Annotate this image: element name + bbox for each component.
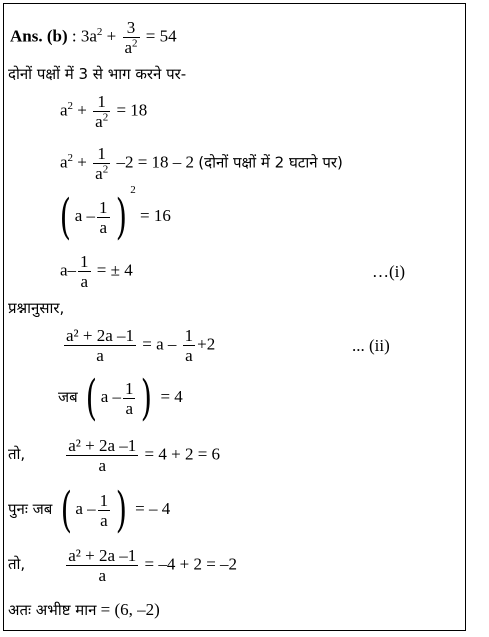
denominator: a bbox=[98, 566, 107, 585]
equation-line bbox=[60, 92, 147, 131]
eq-part: = (6, –2) bbox=[100, 600, 160, 619]
eq-part: a – bbox=[75, 498, 96, 518]
hindi-note: (दोनों पक्षों में 2 घटाने पर) bbox=[198, 153, 343, 172]
equation-ref: ... (ii) bbox=[352, 336, 390, 355]
numerator: 1 bbox=[124, 378, 134, 398]
numerator: 3 bbox=[123, 18, 140, 38]
hindi-line: दोनों पक्षों में 3 से भाग करने पर- bbox=[8, 65, 187, 83]
fraction bbox=[66, 436, 138, 475]
equation-line bbox=[60, 144, 343, 183]
eq-part: = 4 bbox=[160, 386, 183, 406]
hindi-word: तो, bbox=[8, 445, 26, 464]
left-paren: ( bbox=[60, 482, 72, 538]
right-paren: ) bbox=[115, 482, 128, 538]
fraction bbox=[78, 252, 91, 291]
eq-part: +2 bbox=[197, 334, 216, 354]
numerator: a² + 2a –1 bbox=[68, 436, 137, 455]
numerator: 1 bbox=[93, 92, 110, 112]
numerator: 1 bbox=[80, 252, 89, 271]
denominator: a bbox=[96, 346, 104, 365]
equation-line bbox=[56, 184, 171, 246]
eq-part: = ± 4 bbox=[96, 260, 133, 280]
denominator: a bbox=[80, 272, 89, 291]
hindi-phrase: अतः अभीष्ट मान bbox=[8, 601, 97, 619]
equation-line bbox=[60, 252, 460, 291]
eq-part: a– bbox=[60, 260, 77, 280]
hindi-line: प्रश्नानुसार, bbox=[8, 299, 65, 317]
left-paren: ( bbox=[85, 370, 97, 426]
fraction bbox=[93, 92, 110, 131]
eq-part: –2 = 18 – 2 bbox=[116, 152, 195, 172]
exponent: 2 bbox=[67, 151, 74, 164]
denominator: a bbox=[99, 217, 108, 237]
eq-part: = – 4 bbox=[135, 498, 171, 518]
eq-part: + bbox=[102, 26, 117, 46]
denominator: $a^2$ bbox=[95, 111, 109, 131]
numerator: 1 bbox=[99, 197, 108, 217]
right-paren: ) bbox=[141, 370, 153, 426]
equation-line bbox=[8, 546, 237, 585]
fraction bbox=[66, 546, 138, 585]
denominator: a bbox=[100, 510, 108, 530]
exponent: 2 bbox=[67, 99, 74, 112]
answer-label: Ans. (b) bbox=[10, 26, 68, 46]
eq-part: = –4 + 2 = –2 bbox=[144, 554, 238, 574]
equation-line bbox=[8, 482, 171, 538]
numerator: a² + 2a –1 bbox=[66, 326, 135, 345]
eq-part: = 16 bbox=[140, 206, 171, 225]
equation-line bbox=[58, 370, 183, 426]
eq-part: = 4 + 2 = 6 bbox=[144, 444, 221, 464]
fraction bbox=[64, 326, 136, 365]
hindi-word: पुनः जब bbox=[8, 499, 53, 518]
answer-line bbox=[10, 18, 177, 57]
hindi-word: तो, bbox=[8, 555, 26, 574]
final-answer-line bbox=[8, 600, 160, 620]
denominator: $a^2$ bbox=[95, 163, 109, 183]
fraction bbox=[123, 379, 136, 418]
exponent: 2 bbox=[96, 25, 103, 38]
denominator: a bbox=[185, 346, 193, 365]
equation-line bbox=[62, 326, 462, 365]
eq-part: = a – bbox=[142, 334, 177, 354]
denominator: a bbox=[98, 456, 107, 475]
fraction bbox=[93, 144, 110, 183]
numerator: 1 bbox=[184, 326, 194, 345]
fraction bbox=[123, 18, 140, 57]
eq-part: = 54 bbox=[145, 26, 177, 46]
eq-part: a – bbox=[100, 386, 121, 406]
fraction bbox=[98, 491, 111, 530]
eq-part: = 18 bbox=[116, 100, 148, 120]
numerator: 1 bbox=[99, 490, 109, 510]
solution-box bbox=[3, 3, 466, 631]
eq-part: + bbox=[73, 100, 87, 120]
equation-line bbox=[8, 436, 220, 475]
eq-part: a bbox=[60, 100, 68, 120]
numerator: 1 bbox=[93, 144, 110, 164]
eq-part: : 3a bbox=[71, 26, 97, 46]
fraction bbox=[183, 326, 196, 365]
equation-ref: …(i) bbox=[372, 262, 406, 281]
numerator: a² + 2a –1 bbox=[68, 546, 137, 565]
denominator: $a^2$ bbox=[124, 37, 138, 57]
hindi-word: जब bbox=[58, 387, 78, 406]
eq-part: + bbox=[73, 152, 87, 172]
right-paren: ) bbox=[115, 189, 127, 246]
eq-part: a – bbox=[74, 206, 96, 225]
left-paren: ( bbox=[59, 189, 71, 246]
fraction bbox=[97, 198, 110, 237]
denominator: a bbox=[125, 398, 133, 418]
eq-part: a bbox=[60, 152, 68, 172]
exponent: 2 bbox=[130, 184, 136, 196]
